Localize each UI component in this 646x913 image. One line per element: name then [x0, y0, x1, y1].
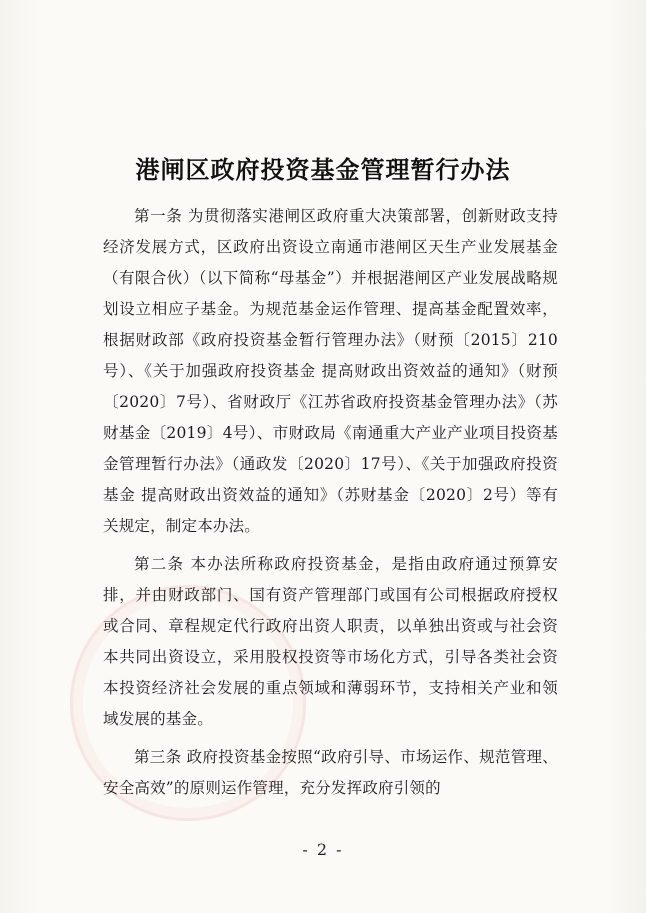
document-body	[103, 201, 558, 811]
page-number: - 2 -	[302, 840, 344, 859]
article-2-paragraph: 第二条 本办法所称政府投资基金，是指由政府通过预算安排，并由财政部门、国有资产管理部门或国有公司根据政府授权或合同、章程规定代行政府出资人职责，以单独出资或与社会资本共同出资设立，采用股权投资等市场化方式，引导各类社会资本投资经济社会发展的重点领域和薄弱环节，支持相关产业和领域发展的基金。	[103, 555, 558, 728]
article-1-paragraph: 第一条 为贯彻落实港闸区政府重大决策部署，创新财政支持经济发展方式，区政府出资设立南通市港闸区天生产业发展基金（有限合伙）（以下简称“母基金”）并根据港闸区产业发展战略规划设立相应子基金。为规范基金运作管理、提高基金配置效率，根据财政部《政府投资基金暂行管理办法》（财预〔2015〕210号）、《关于加强政府投资基金 提高财政出资效益的通知》（财预〔2020〕7号）、省财政厅《江苏省政府投资基金管理办法》（苏财基金〔2019〕4号）、市财政局《南通重大产业产业项目投资基金管理暂行办法》（通政发〔2020〕17号）、《关于加强政府投资基金 提高财政出资效益的通知》（苏财基金〔2020〕2号）等有关规定，制定本办法。	[103, 207, 558, 535]
article-3-paragraph: 第三条 政府投资基金按照“政府引导、市场运作、规范管理、安全高效”的原则运作管理，充分发挥政府引领的	[103, 748, 558, 797]
document-title: 港闸区政府投资基金管理暂行办法	[135, 155, 511, 185]
